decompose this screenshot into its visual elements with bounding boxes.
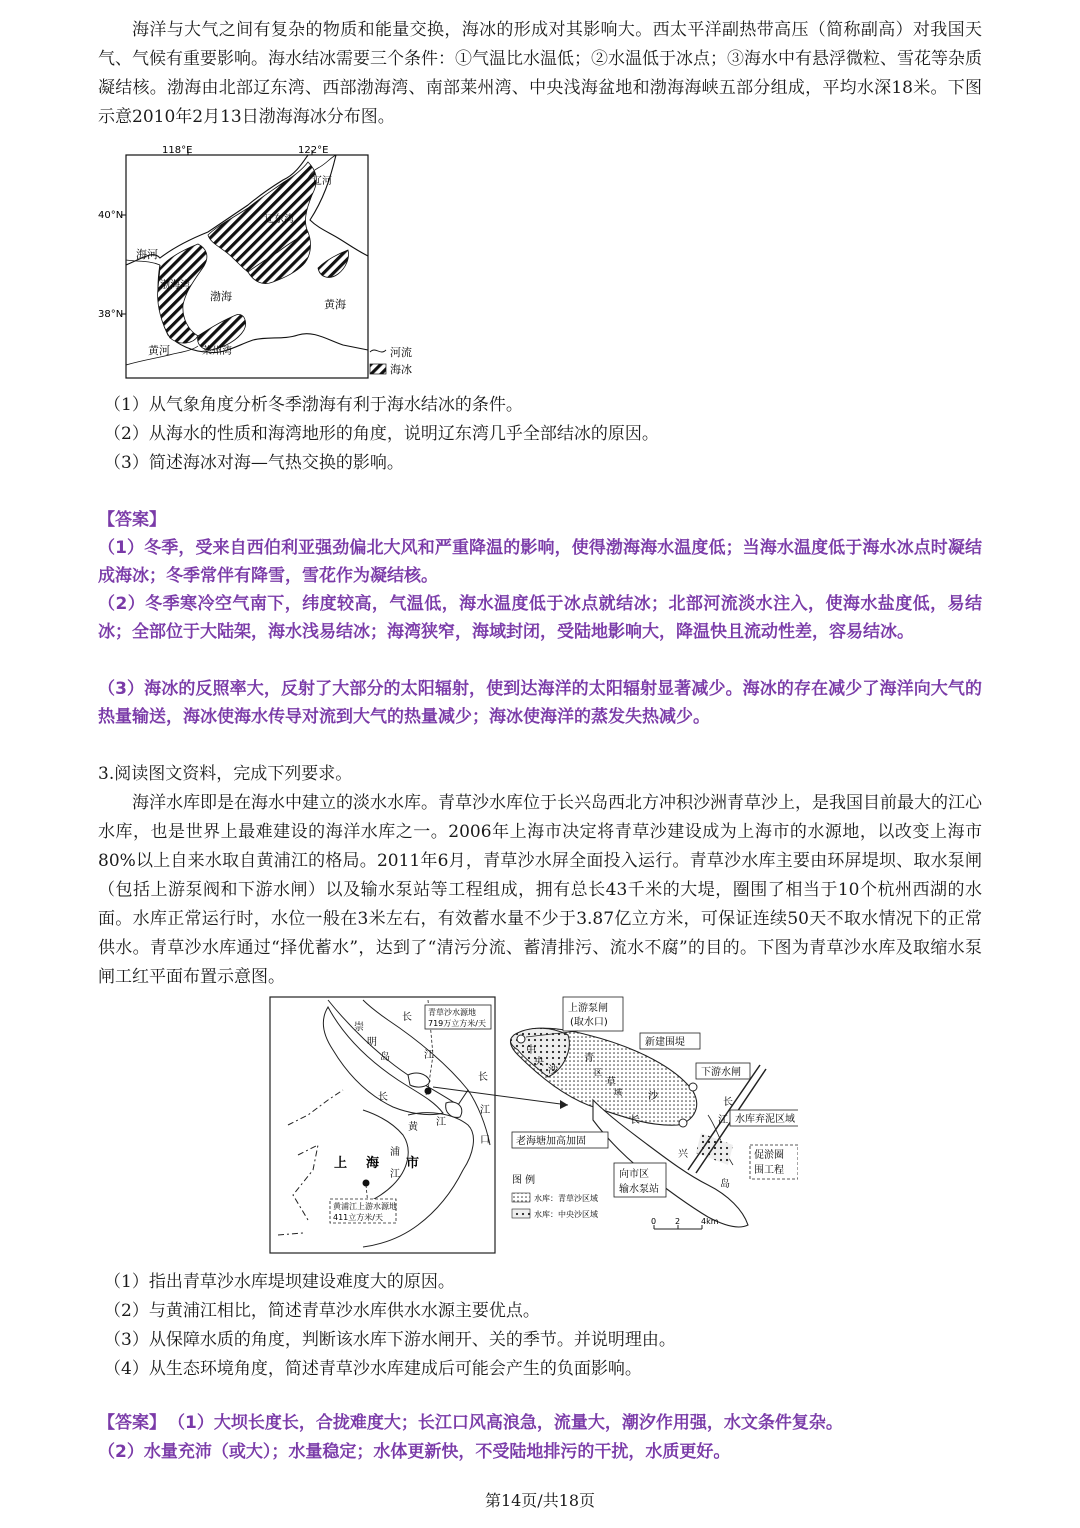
label-cao: 草 — [606, 1077, 616, 1088]
label-downstream: 下游水闸 — [701, 1067, 741, 1078]
label-upstream-line2: (取水口) — [570, 1017, 608, 1028]
label-chang3: 长 — [478, 1072, 488, 1083]
label-pump-line1: 向市区 — [619, 1169, 649, 1180]
label-hai: 海 — [366, 1156, 380, 1171]
lon-118: 118°E — [162, 145, 193, 156]
label-jiang3: 江 — [480, 1105, 490, 1116]
label-haihe: 海河 — [136, 248, 158, 261]
answer-3-2: （2）水量充沛（或大）；水量稳定；水体更新快，不受陆地排污的干扰，水质更好。 — [98, 1442, 731, 1462]
answer-head-1: 【答案】 — [98, 510, 166, 530]
q3-1: （1）指出青草沙水库堤坝建设难度大的原因。 — [104, 1272, 455, 1292]
legend-river: 河流 — [390, 346, 412, 359]
label-shi: 市 — [406, 1156, 420, 1171]
legend-qingcaosha: 水库：青草沙区域 — [534, 1194, 598, 1203]
label-yang: 央 — [534, 1057, 544, 1068]
label-chang: 长 — [630, 1115, 640, 1126]
label-laizhouwan: 莱州湾 — [202, 346, 232, 357]
scale-0: 0 — [651, 1217, 657, 1226]
q3-paragraph: 海洋水库即是在海水中建立的淡水水库。青草沙水库位于长兴岛西北方冲积沙洲青草沙上，是我国目前最大的江心水库，也是世界上最难建设的海洋水库之一。2006年上海市决定将青草沙建设成为上海市的水源地，以改变上海市80%以上自来水取自黄浦江的格局。2011年6月，青草沙水屏全面投入运行。青草沙水库主要由环屏堤坝、取水泵闸（包括上游泵阀和下游水闸）以及输水泵站等工程组成，拥有总长43千米的大堤，圈围了相当于10个杭州西湖的水面。水库正常运行时，水位一般在3米左右，有效蓄水量不少于3.87亿立方米，可保证连续50天不取水情况下的正常供水。青草沙水库通过“择优蓄水”，达到了“清污分流、蓄清排污、流水不腐”的目的。下图为青草沙水库及取缩水泵闸工红平面布置示意图。 — [98, 793, 982, 987]
q3-3: （3）从保障水质的角度，判断该水库下游水闸开、关的季节。并说明理由。 — [104, 1330, 676, 1350]
legend-ice-icon — [370, 364, 386, 374]
qingcaosha-reservoir-map — [268, 995, 798, 1255]
label-pu: 浦 — [390, 1147, 400, 1158]
label-sha2: 沙 — [648, 1091, 658, 1102]
label-bohaiwan: 渤海湾 — [160, 280, 190, 291]
label-old-dike: 老海塘加高加固 — [516, 1136, 586, 1147]
source2-line2: 411立方米/天 — [333, 1213, 383, 1222]
label-silt-line2: 围工程 — [754, 1165, 784, 1176]
source1-line2: 719万立方米/天 — [428, 1019, 486, 1028]
label-dao: 岛 — [380, 1052, 390, 1063]
label-huang: 黄 — [408, 1122, 418, 1133]
label-liaodongwan: 辽东湾 — [264, 214, 294, 225]
answer-3-1: （1）大坝长度长，合拢难度大；长江口风高浪急，流量大，潮汐作用强，水文条件复杂。 — [168, 1413, 843, 1433]
label-new-dike: 新建围堤 — [645, 1037, 685, 1048]
q3-2: （2）与黄浦江相比，简述青草沙水库供水水源主要优点。 — [104, 1301, 540, 1321]
label-zhong: 中 — [526, 1045, 536, 1056]
page-footer: 第14页/共18页 — [484, 1491, 596, 1510]
lat-38: 38°N — [98, 309, 124, 320]
answer-1-2: （2）冬季寒冷空气南下，纬度较高，气温低，海水温度低于冰点就结冰；北部河流淡水注入，使海水盐度低，易结冰；全部位于大陆架，海水浅易结冰；海湾狭窄，海域封闭，受陆地影响大，降温快且流动性差，容易结冰。 — [98, 594, 982, 642]
label-xing: 兴 — [678, 1149, 688, 1160]
label-kou: 口 — [480, 1135, 490, 1146]
label-qu: 区 — [594, 1068, 602, 1077]
legend-river-icon — [370, 350, 386, 352]
lon-122: 122°E — [298, 145, 329, 156]
label-jiang4: 江 — [390, 1169, 400, 1180]
label-dao-right: 岛 — [720, 1179, 730, 1190]
q3-title: 3.阅读图文资料，完成下列要求。 — [98, 764, 353, 784]
legend-title: 图 例 — [512, 1175, 536, 1186]
label-sha1: 沙 — [548, 1065, 558, 1076]
label-chang2: 长 — [378, 1092, 388, 1103]
label-silt-line1: 促淤圈 — [754, 1150, 784, 1161]
source2-line1: 黄浦江上游水源地 — [333, 1202, 397, 1211]
label-chong: 崇 — [354, 1022, 364, 1033]
label-chang1: 长 — [402, 1012, 412, 1023]
lat-40: 40°N — [98, 210, 124, 221]
label-river-jiang: 江 — [718, 1115, 728, 1126]
label-jiang2: 江 — [436, 1117, 446, 1128]
answer-head-3: 【答案】 — [98, 1413, 166, 1433]
q3-4: （4）从生态环境角度，简述青草沙水库建成后可能会产生的负面影响。 — [104, 1359, 642, 1379]
label-huanghai: 黄海 — [324, 298, 346, 311]
scale-4km: 4km — [701, 1217, 719, 1226]
label-shang: 上 — [334, 1156, 348, 1171]
label-ming: 明 — [367, 1037, 377, 1048]
legend-ice: 海冰 — [390, 363, 412, 376]
label-abandon: 水库弃泥区域 — [735, 1114, 795, 1125]
scale-2: 2 — [675, 1217, 681, 1226]
bohai-sea-ice-map — [98, 140, 428, 380]
label-upstream-line1: 上游泵闸 — [568, 1003, 608, 1014]
label-jiang1: 江 — [424, 1050, 434, 1061]
label-bohai: 渤海 — [210, 290, 232, 303]
q1-1: （1）从气象角度分析冬季渤海有利于海水结冰的条件。 — [104, 395, 523, 415]
source1-line1: 青草沙水源地 — [428, 1008, 476, 1017]
answer-1-3: （3）海冰的反照率大，反射了大部分的太阳辐射，使到达海洋的太阳辐射显著减少。海冰的存在减少了海洋向大气的热量输送，海冰使海水传导对流到大气的热量减少；海冰使海洋的蒸发失热减少。 — [98, 679, 982, 727]
label-liaohe: 辽河 — [312, 176, 332, 187]
answer-1-1: （1）冬季，受来自西伯利亚强劲偏北大风和严重降温的影响，使得渤海海水温度低；当海水温度低于海水冰点时凝结成海冰；冬季常伴有降雪，雪花作为凝结核。 — [98, 538, 982, 586]
label-river-chang: 长 — [723, 1097, 733, 1108]
q1-2: （2）从海水的性质和海湾地形的角度，说明辽东湾几乎全部结冰的原因。 — [104, 424, 659, 444]
label-pump-line2: 输水泵站 — [619, 1184, 659, 1195]
legend-zhongyangsha: 水库：中央沙区域 — [534, 1210, 598, 1219]
label-yu: 域 — [614, 1088, 622, 1097]
label-qing: 青 — [584, 1053, 594, 1064]
label-huanghe: 黄河 — [148, 344, 170, 357]
intro-paragraph: 海洋与大气之间有复杂的物质和能量交换，海冰的形成对其影响大。西太平洋副热带高压（简称副高）对我国天气、气候有重要影响。海水结冰需要三个条件：①气温比水温低；②水温低于冰点；③海水中有悬浮微粒、雪花等杂质凝结核。渤海由北部辽东湾、西部渤海湾、南部莱州湾、中央浅海盆地和渤海海峡五部分组成，平均水深18米。下图示意2010年2月13日渤海海冰分布图。 — [98, 20, 982, 127]
q1-3: （3）简述海冰对海—气热交换的影响。 — [104, 453, 404, 473]
